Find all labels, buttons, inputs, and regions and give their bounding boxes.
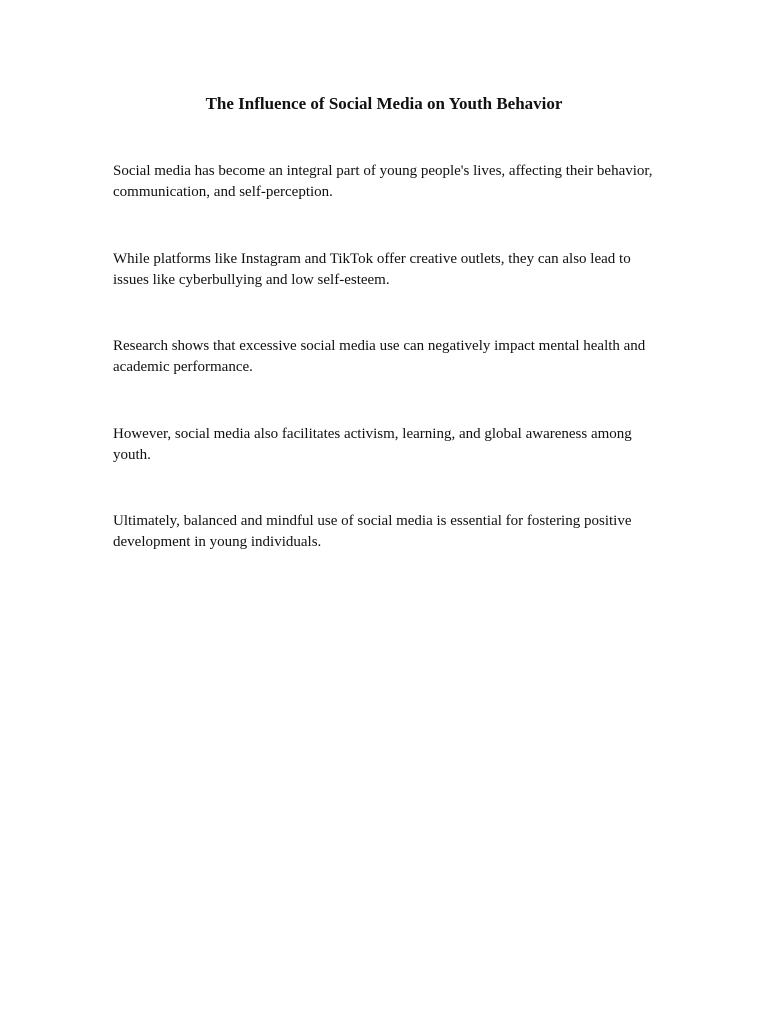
paragraph-1: Social media has become an integral part of young people's lives, affecting their behavior, communication, and self-perception.	[113, 163, 653, 200]
paragraph-4: However, social media also facilitates activism, learning, and global awareness among youth.	[113, 426, 632, 463]
paragraph-3: Research shows that excessive social media use can negatively impact mental health and academic performance.	[113, 338, 646, 375]
paragraph-5: Ultimately, balanced and mindful use of social media is essential for fostering positive development in young individuals.	[113, 513, 632, 550]
document-title: The Influence of Social Media on Youth Behavior	[205, 94, 563, 113]
paragraph-2: While platforms like Instagram and TikTok offer creative outlets, they can also lead to issues like cyberbullying and low self-esteem.	[113, 251, 631, 288]
